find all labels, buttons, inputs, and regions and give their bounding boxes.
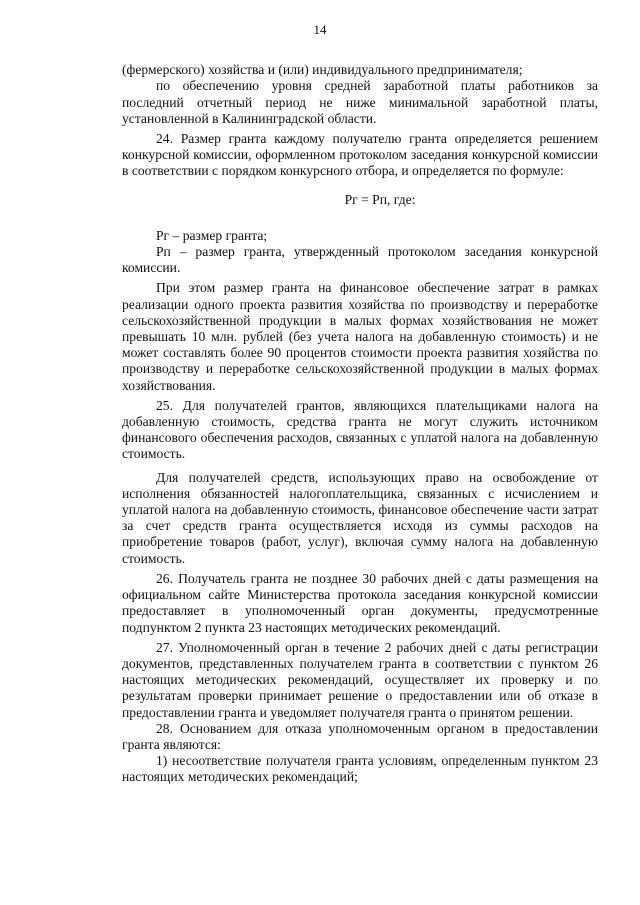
paragraph-28-item-1: 1) несоответствие получателя гранта условиям, определенным пунктом 23 настоящих методических рекомендаций; (122, 753, 598, 785)
paragraph-28: 28. Основанием для отказа уполномоченным органом в предоставлении гранта являются: (122, 720, 598, 752)
paragraph-27: 27. Уполномоченный орган в течение 2 рабочих дней с даты регистрации документов, представленных получателем гранта в соответствии с пунктом 26 настоящих методических рекомендаций, осуществляет их проверку и по результатам проверки принимает решение о предоставлении или об отказе в предоставлении гранта и уведомляет получателя гранта о принятом решении. (122, 639, 598, 720)
paragraph-rg-definition: Рг – размер гранта; (156, 227, 268, 243)
paragraph-wage-condition: по обеспечению уровня средней заработной платы работников за последний отчетный период не ниже минимальной заработной платы, установленной в Калининградской области. (122, 78, 598, 126)
paragraph-26: 26. Получатель гранта не позднее 30 рабочих дней с даты размещения на официальном сайте Министерства протокола заседания конкурсной комиссии предоставляет в уполномоченный орган документы, предусмотренные подпунктом 2 пункта 23 настоящих методических рекомендаций. (122, 570, 598, 635)
formula: Рг = Рп, где: (344, 191, 416, 207)
paragraph-rp-definition: Рп – размер гранта, утвержденный протоколом заседания конкурсной комиссии. (122, 244, 598, 276)
paragraph-25: 25. Для получателей грантов, являющихся плательщиками налога на добавленную стоимость, средства гранта не могут служить источником финансового обеспечения расходов, связанных с уплатой налога на добавленную стоимость. (122, 397, 598, 462)
paragraph-24: 24. Размер гранта каждому получателю гранта определяется решением конкурсной комиссии, оформленном протоколом заседания конкурсной комиссии в соответствии с порядком конкурсного отбора, и определяется по формуле: (122, 131, 598, 179)
page-number: 14 (313, 22, 327, 37)
paragraph-vat-exemption: Для получателей средств, использующих право на освобождение от исполнения обязанностей налогоплательщика, связанных с исчислением и уплатой налога на добавленную стоимость, финансовое обеспечение части затрат за счет средств гранта осуществляется исходя из суммы расходов на приобретение товаров (работ, услуг), включая сумму налога на добавленную стоимость. (122, 469, 598, 566)
paragraph-grant-limit: При этом размер гранта на финансовое обеспечение затрат в рамках реализации одного проекта развития хозяйства по производству и переработке сельскохозяйственной продукции в малых формах хозяйствования не может превышать 10 млн. рублей (без учета налога на добавленную стоимость) и не может составлять более 90 процентов стоимости проекта развития хозяйства по производству и переработке сельскохозяйственной продукции в малых формах хозяйствования. (122, 280, 598, 393)
paragraph-continuation: (фермерского) хозяйства и (или) индивидуального предпринимателя; (122, 62, 523, 78)
